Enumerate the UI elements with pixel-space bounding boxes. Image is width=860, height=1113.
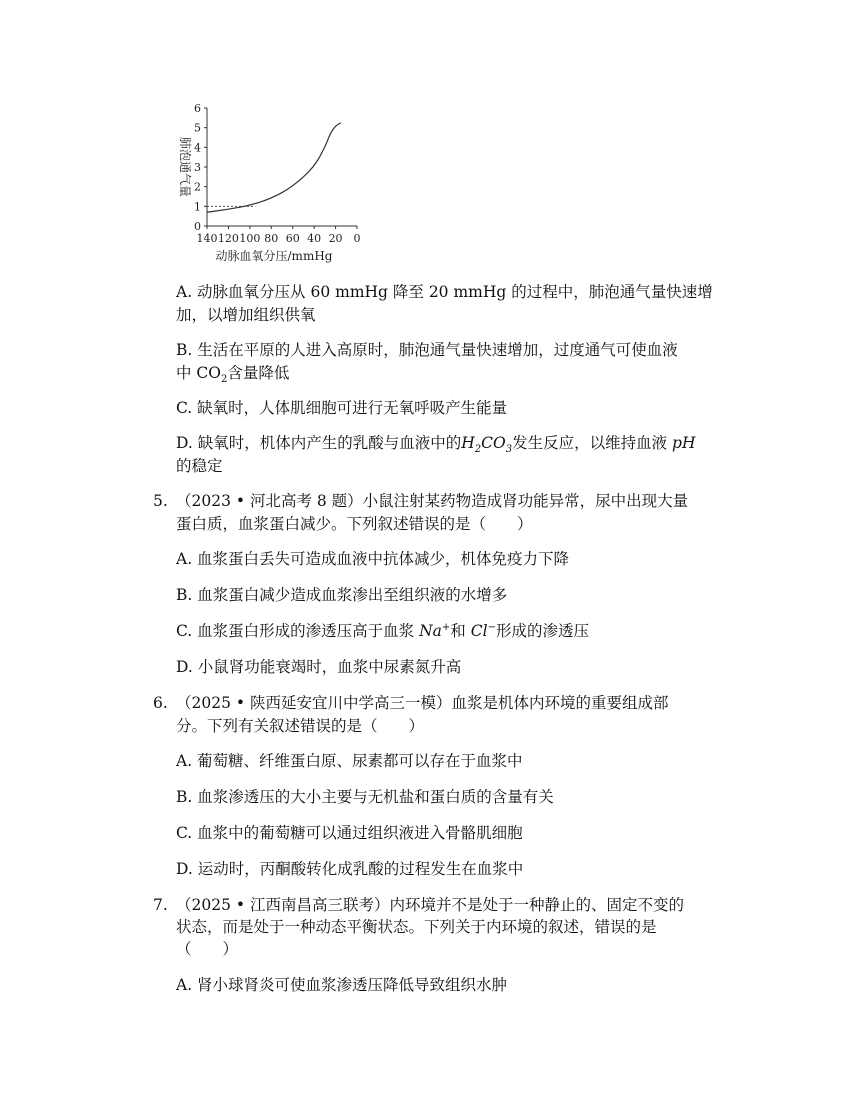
q5-number: 5. [153,492,168,510]
x-tick-label: 0 [353,232,361,245]
q7-stem-line3: （ ） [176,940,239,958]
y-tick-label: 1 [194,200,201,214]
y-tick-label: 4 [194,141,201,155]
q6-number: 6. [153,694,168,712]
q7-stem-line1: （2025 • 江西南昌高三联考）内环境并不是处于一种静止的、固定不变的 [176,896,684,914]
q6-option-a: A. 葡萄糖、纤维蛋白原、尿素都可以存在于血浆中 [176,752,523,770]
q5-stem-line1: （2023 • 河北高考 8 题）小鼠注射某药物造成肾功能异常，尿中出现大量 [176,492,689,510]
q4-option-a-line2: 加，以增加组织供氧 [176,306,316,324]
q4-option-c: C. 缺氧时，人体肌细胞可进行无氧呼吸产生能量 [176,399,508,417]
x-tick-label: 20 [328,232,343,245]
y-tick-label: 0 [194,220,201,233]
x-tick-label: 80 [264,232,279,245]
q7-number: 7. [153,896,168,914]
q6-option-b: B. 血浆渗透压的大小主要与无机盐和蛋白质的含量有关 [176,788,554,806]
y-tick-label: 3 [194,161,201,174]
x-tick-label: 40 [307,232,322,245]
q4-option-b-line1: B. 生活在平原的人进入高原时，肺泡通气量快速增加，过度通气可使血液 [176,341,678,359]
q6-option-c: C. 血浆中的葡萄糖可以通过组织液进入骨骼肌细胞 [176,824,523,842]
q5-option-c: C. 血浆蛋白形成的渗透压高于血浆 Na+和 Cl−形成的渗透压 [176,621,589,640]
q7-option-a: A. 肾小球肾炎可使血浆渗透压降低导致组织水肿 [176,976,508,994]
q5-option-a: A. 血浆蛋白丢失可造成血液中抗体减少，机体免疫力下降 [176,550,570,568]
q4-option-d-line2: 的稳定 [176,457,223,475]
x-tick-label: 120 [217,232,239,245]
q5-option-b: B. 血浆蛋白减少造成血浆渗出至组织液的水增多 [176,586,508,604]
q6-stem-line1: （2025 • 陕西延安宜川中学高三一模）血浆是机体内环境的重要组成部 [176,694,669,712]
y-axis-title: 肺泡通气量 [178,136,192,198]
q4-option-b-line2: 中 $CO_2$含量降低 [176,364,290,386]
chart-canvas [170,98,370,268]
x-tick-label: 60 [285,232,300,245]
q4-option-a-line1: A. 动脉血氧分压从 60 mmHg 降至 20 mmHg 的过程中，肺泡通气量快速增 [176,283,713,301]
y-tick-label: 5 [194,121,201,135]
x-tick-label: 140 [196,232,218,245]
q4-option-d-line1: D. 缺氧时，机体内产生的乳酸与血液中的$H_2CO_3$发生反应，以维持血液 pH [176,434,696,456]
ventilation-curve [207,123,341,212]
y-tick-label: 2 [194,180,201,194]
x-tick-label: 100 [239,232,261,245]
x-axis-title: 动脉血氧分压/mmHg [215,249,333,263]
q6-option-d: D. 运动时，丙酮酸转化成乳酸的过程发生在血浆中 [176,860,524,878]
alveolar-ventilation-chart [170,98,370,268]
y-tick-label: 6 [194,102,201,115]
q6-stem-line2: 分。下列有关叙述错误的是（ ） [176,717,425,735]
q5-stem-line2: 蛋白质，血浆蛋白减少。下列叙述错误的是（ ） [176,515,533,533]
q7-stem-line2: 状态，而是处于一种动态平衡状态。下列关于内环境的叙述，错误的是 [176,918,657,936]
q5-option-d: D. 小鼠肾功能衰竭时，血浆中尿素氮升高 [176,658,462,676]
